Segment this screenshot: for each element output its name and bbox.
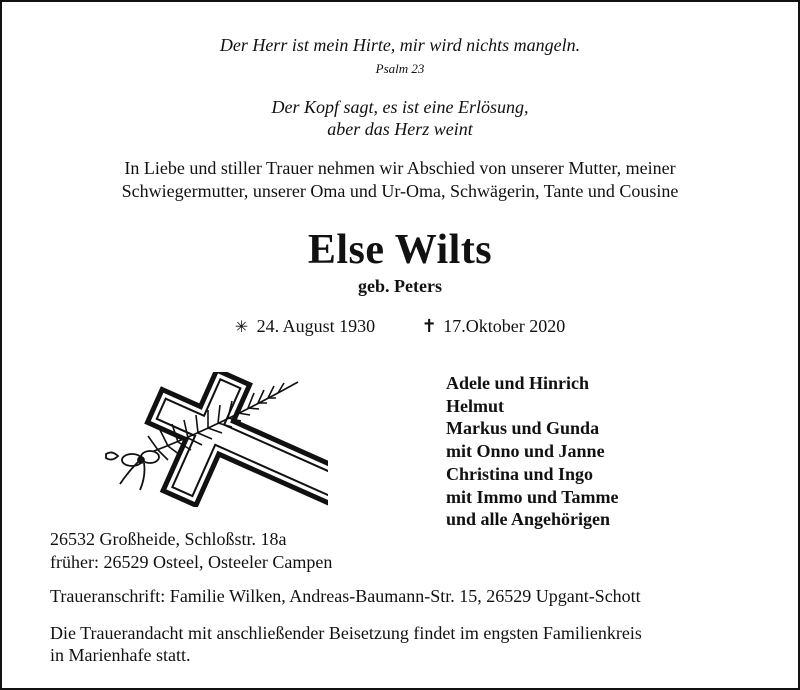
mourner-item: mit Onno und Janne	[446, 441, 605, 462]
intro-line-1: In Liebe und stiller Trauer nehmen wir Abschied von unserer Mutter, meiner	[124, 158, 676, 178]
mourner-item: Helmut	[446, 395, 504, 416]
death-date: 17.Oktober 2020	[443, 316, 566, 336]
address-line-2: früher: 26529 Osteel, Osteeler Campen	[50, 552, 333, 572]
psalm-source: Psalm 23	[375, 61, 425, 76]
second-quote-line-1: Der Kopf sagt, es ist eine Erlösung,	[271, 97, 529, 117]
mourner-item: Christina und Ingo	[446, 463, 594, 484]
deceased-name: Else Wilts	[307, 227, 493, 273]
mourner-item: Adele und Hinrich	[446, 373, 590, 393]
ceremony-line-1: Die Trauerandacht mit anschließender Beisetzung findet im engsten Familienkreis	[50, 623, 642, 643]
life-dates	[0, 316, 800, 337]
second-quote-line-2: aber das Herz weint	[327, 119, 473, 139]
mourning-address: Traueranschrift: Familie Wilken, Andreas-Baumann-Str. 15, 26529 Upgant-Schott	[50, 586, 641, 606]
maiden-name: geb. Peters	[358, 276, 442, 296]
mourner-item: Markus und Gunda	[446, 418, 600, 439]
death-cross-icon: ✝	[421, 316, 437, 336]
cross-with-palm-frond-icon	[98, 372, 328, 507]
mourners-list	[446, 372, 619, 531]
birth-star-icon: ✳	[234, 319, 249, 336]
psalm-quote: Der Herr ist mein Hirte, mir wird nichts mangeln.	[219, 35, 581, 55]
address-line-1: 26532 Großheide, Schloßstr. 18a	[50, 529, 287, 549]
mourner-item: mit Immo und Tamme	[446, 486, 619, 507]
ceremony-line-2: in Marienhafe statt.	[50, 645, 191, 665]
intro-line-2: Schwiegermutter, unserer Oma und Ur-Oma, Schwägerin, Tante und Cousine	[121, 181, 679, 201]
birth-date: 24. August 1930	[256, 316, 376, 336]
mourner-item: und alle Angehörigen	[446, 509, 611, 530]
